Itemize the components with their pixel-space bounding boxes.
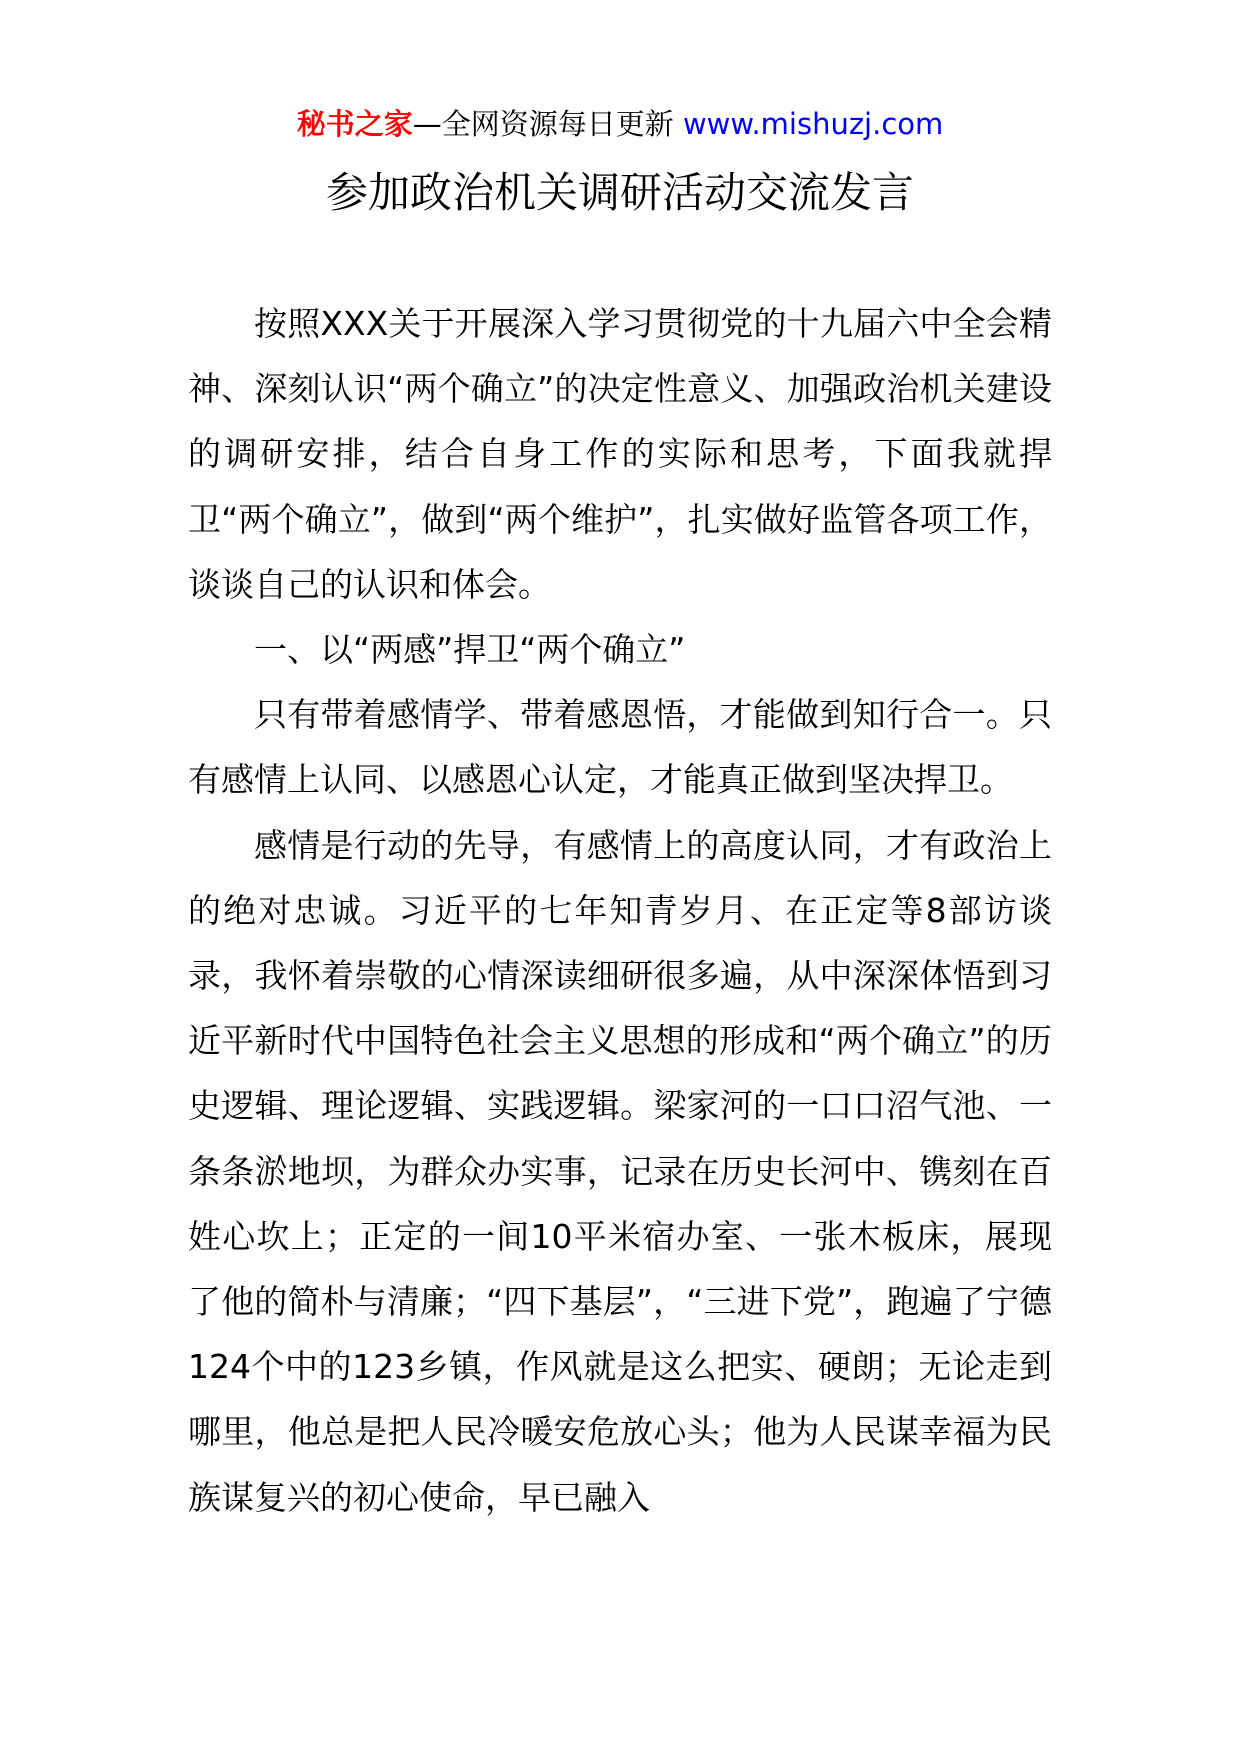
section-heading: 一、以“两感”捍卫“两个确立”: [254, 630, 686, 670]
watermark-header: [0, 104, 1240, 144]
paragraph-intro: 按照XXX关于开展深入学习贯彻党的十九届六中全会精神、深刻认识“两个确立”的决定性意义、加强政治机关建设的调研安排，结合自身工作的实际和思考，下面我就捍卫“两个确立”，做到“两个维护”，扎实做好监管各项工作，谈谈自己的认识和体会。: [188, 304, 1052, 604]
website-link[interactable]: www.mishuzj.com: [682, 107, 944, 141]
brand-name: 秘书之家: [296, 107, 413, 141]
document-body: [188, 291, 1052, 1530]
paragraph-three: 感情是行动的先导，有感情上的高度认同，才有政治上的绝对忠诚。习近平的七年知青岁月、在正定等8部访谈录，我怀着崇敬的心情深读细研很多遍，从中深深体悟到习近平新时代中国特色社会主义思想的形成和“两个确立”的历史逻辑、理论逻辑、实践逻辑。梁家河的一口口沼气池、一条条淤地坝，为群众办实事，记录在历史长河中、镌刻在百姓心坎上；正定的一间10平米宿办室、一张木板床，展现了他的简朴与清廉；“四下基层”，“三进下党”，跑遍了宁德124个中的123乡镇，作风就是这么把实、硬朗；无论走到哪里，他总是把人民冷暖安危放心头；他为人民谋幸福为民族谋复兴的初心使命，早已融入: [188, 825, 1052, 1517]
page-title: 参加政治机关调研活动交流发言: [325, 168, 914, 217]
header-tagline: —全网资源每日更新: [412, 107, 683, 141]
paragraph-two: 只有带着感情学、带着感恩悟，才能做到知行合一。只有感情上认同、以感恩心认定，才能真正做到坚决捍卫。: [188, 695, 1052, 800]
